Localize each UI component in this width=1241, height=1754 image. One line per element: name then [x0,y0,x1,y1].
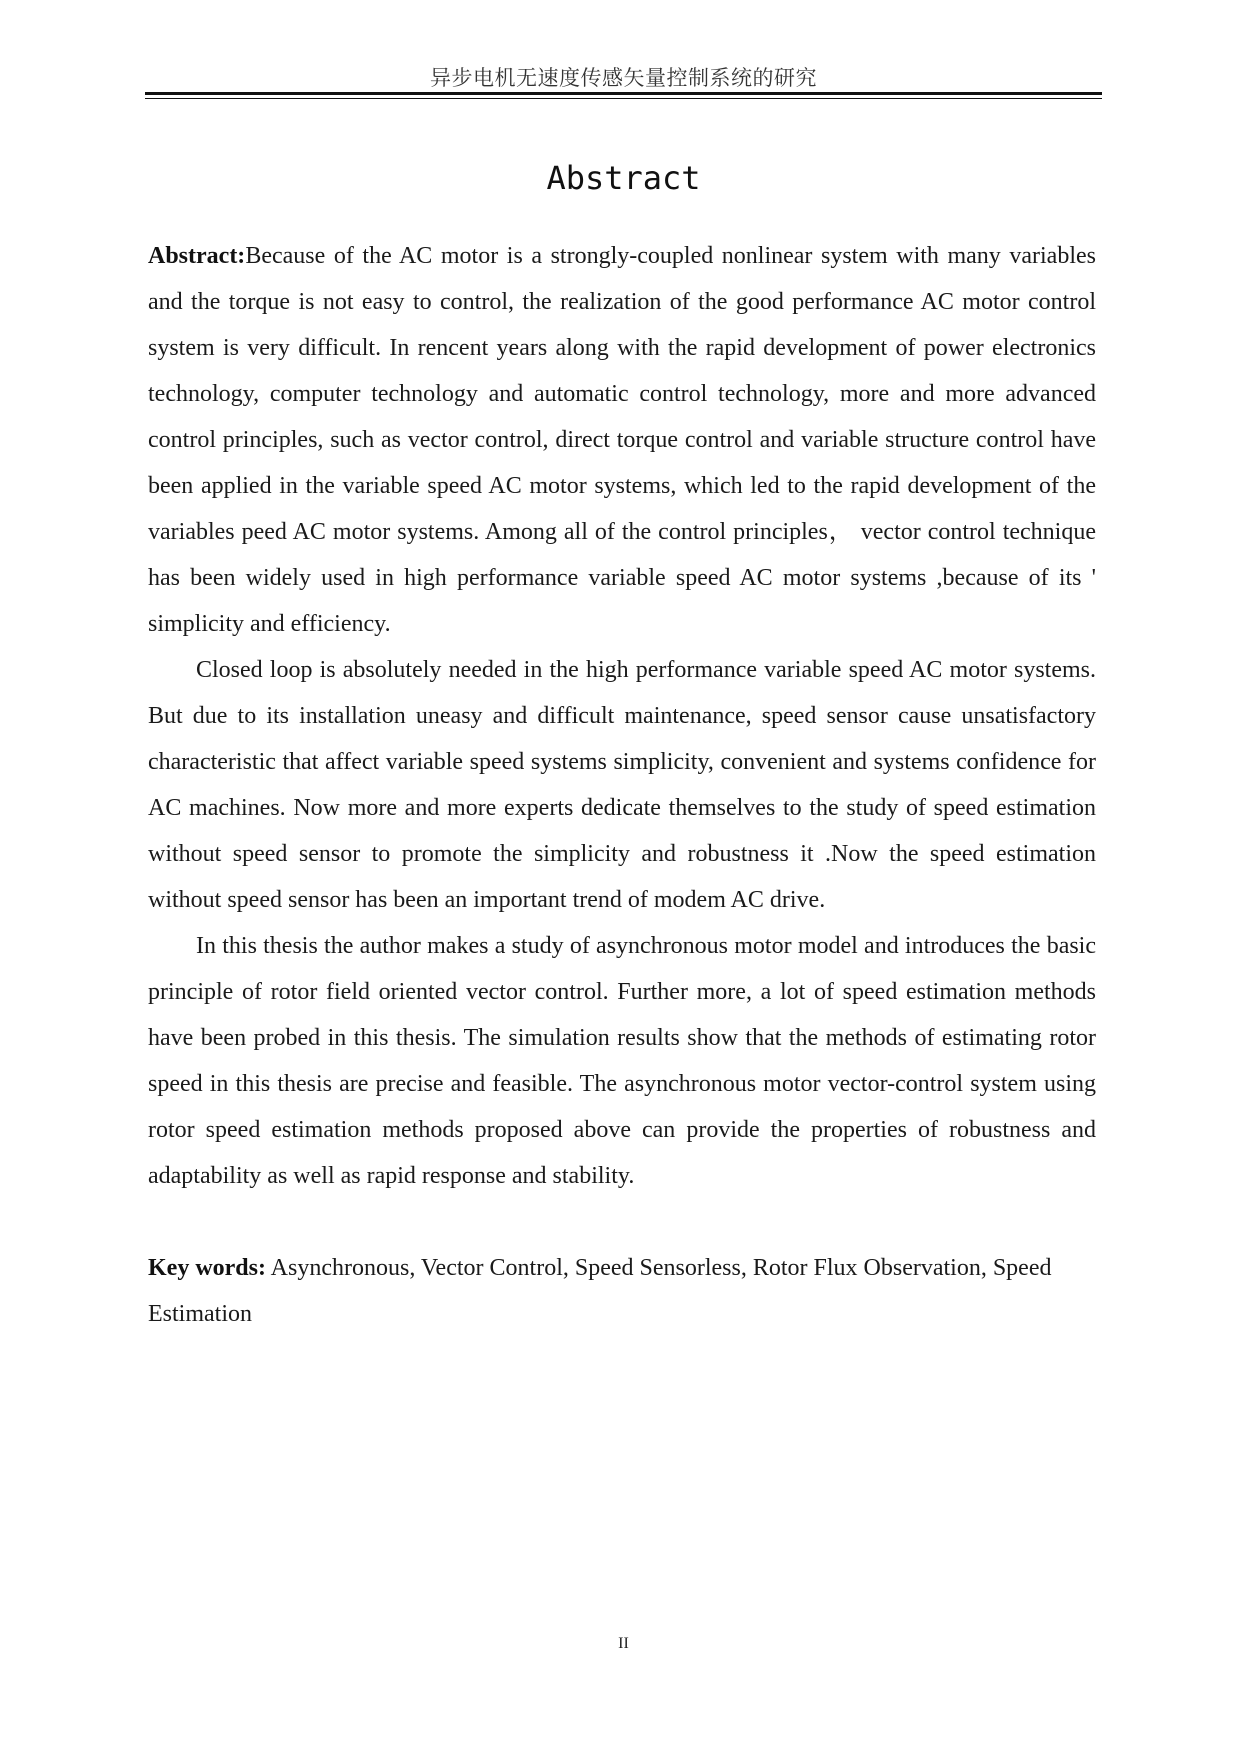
abstract-paragraph-1-text: Because of the AC motor is a strongly-coupled nonlinear system with many variables and the torque is not easy to control, the realization of the good performance AC motor control system is very difficult. In rencent years along with the rapid development of power electronics technology, computer technology and automatic control technology, more and more advanced control principles, such as vector control, direct torque control and variable structure control have been applied in the variable speed AC motor systems, which led to the rapid development of the variables peed AC motor systems. Among all of the control principles， vector control technique has been widely used in high performance variable speed AC motor systems ,because of its ' simplicity and efficiency. [148,243,1096,637]
abstract-paragraph-2: Closed loop is absolutely needed in the high performance variable speed AC motor systems. But due to its installation uneasy and difficult maintenance, speed sensor cause unsatisfactory characteristic that affect variable speed systems simplicity, convenient and systems confidence for AC machines. Now more and more experts dedicate themselves to the study of speed estimation without speed sensor to promote the simplicity and robustness it .Now the speed estimation without speed sensor has been an important trend of modem AC drive. [148,657,1096,913]
abstract-paragraph-3: In this thesis the author makes a study of asynchronous motor model and introduces the basic principle of rotor field oriented vector control. Further more, a lot of speed estimation methods have been probed in this thesis. The simulation results show that the methods of estimating rotor speed in this thesis are precise and feasible. The asynchronous motor vector-control system using rotor speed estimation methods proposed above can provide the properties of robustness and adaptability as well as rapid response and stability. [148,933,1096,1189]
page-number: II [618,1635,629,1652]
keywords-text: Asynchronous, Vector Control, Speed Sensorless, Rotor Flux Observation, Speed Estimation [148,1255,1052,1327]
page-title: Abstract [546,159,701,197]
keywords-line [148,1245,1096,1337]
abstract-label: Abstract: [148,243,246,269]
abstract-body [148,233,1096,1337]
abstract-paragraph-1 [148,233,1096,647]
keywords-label: Key words: [148,1255,266,1281]
header-rule-thick [145,92,1102,95]
running-header-title: 异步电机无速度传感矢量控制系统的研究 [430,66,817,90]
header-rule-thin [145,98,1102,99]
